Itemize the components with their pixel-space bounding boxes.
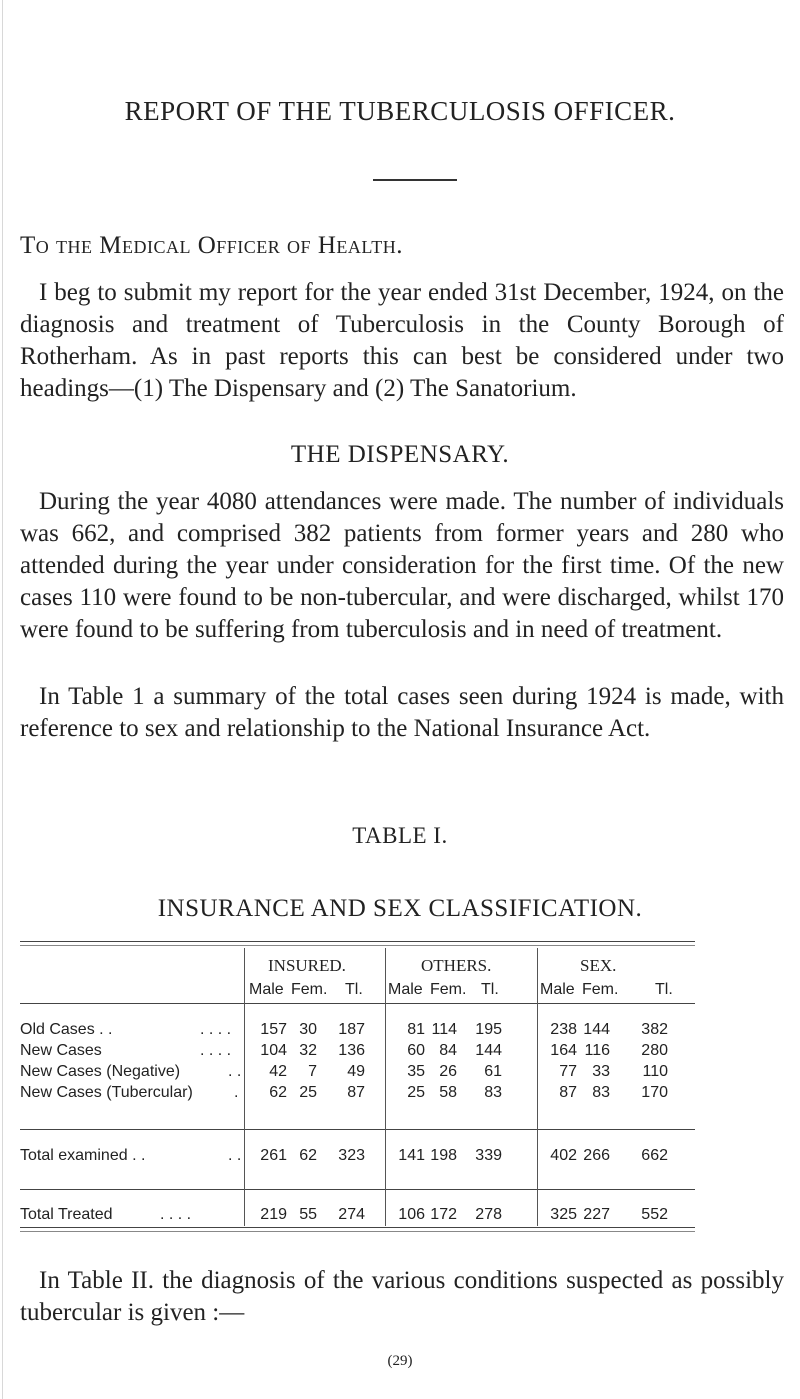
- table-cell: 662: [641, 1147, 668, 1164]
- subheader-sex-tl: Tl.: [655, 981, 673, 998]
- subheader-others-male: Male: [388, 981, 423, 998]
- table-cell: 106: [398, 1206, 425, 1223]
- table-cell: 25: [299, 1084, 317, 1101]
- intro-paragraph: I beg to submit my report for the year ended 31st December, 1924, on the diagnosis and treatment of Tuberculosis in the County Borough of Rotherham. As in past reports this can best be considered under two headings—(1) The Dispensary and (2) The Sanatorium.: [20, 279, 784, 402]
- table-cell: 32: [299, 1042, 317, 1059]
- table-cell: 238: [550, 1021, 577, 1038]
- closing-paragraph: In Table II. the diagnosis of the various conditions suspected as possibly tubercular is given :—: [20, 1267, 784, 1326]
- table-subtitle: INSURANCE AND SEX CLASSIFICATION.: [157, 895, 643, 922]
- table-cell: 170: [641, 1084, 668, 1101]
- table-cell: 187: [338, 1021, 365, 1038]
- table-cell: 157: [260, 1021, 287, 1038]
- salutation: To the Medical Officer of Health.: [20, 232, 403, 259]
- table-cell: 81: [407, 1021, 425, 1038]
- table-cell: 141: [398, 1147, 425, 1164]
- table-bottom-rule: [20, 1227, 695, 1228]
- table-top-rule: [20, 941, 695, 942]
- table-cell: 198: [430, 1147, 457, 1164]
- table-bottom-rule-2: [20, 1231, 695, 1232]
- row-label-new-negative: New Cases (Negative) . .: [20, 1063, 242, 1080]
- table-top-rule-2: [20, 945, 695, 946]
- header-insured: INSURED.: [268, 956, 346, 975]
- table-cell: 87: [347, 1084, 365, 1101]
- table-cell: 83: [592, 1084, 610, 1101]
- table-cell: 84: [439, 1042, 457, 1059]
- row-label-total-treated: Total Treated . . . .: [20, 1206, 192, 1223]
- dispensary-paragraph: During the year 4080 attendances were made. The number of individuals was 662, and comprised 382 patients from former years and 280 who attended during the year under consideration for the first time. Of the new cases 110 were found to be non-tubercular, and were discharged, whilst 170 were found to be suffering from tuberculosis and in need of treatment.: [20, 488, 784, 643]
- table-cell: 219: [260, 1206, 287, 1223]
- table-cell: 7: [308, 1063, 317, 1080]
- table-cell: 26: [439, 1063, 457, 1080]
- table-cell: 33: [592, 1063, 610, 1080]
- table-cell: 164: [550, 1042, 577, 1059]
- subheader-others-tl: Tl.: [481, 981, 499, 998]
- header-rule: [20, 1003, 695, 1004]
- table-cell: 325: [550, 1206, 577, 1223]
- table-cell: 227: [583, 1206, 610, 1223]
- table-cell: 42: [269, 1063, 287, 1080]
- table-cell: 552: [641, 1206, 668, 1223]
- table-cell: 110: [642, 1063, 668, 1080]
- subheader-insured-male: Male: [249, 981, 284, 998]
- page-number: (29): [387, 1353, 413, 1369]
- col-divider-1: [244, 948, 245, 1226]
- table-cell: 144: [583, 1021, 610, 1038]
- row-label-old-cases: Old Cases . . . . . .: [20, 1021, 232, 1038]
- table-intro-paragraph: In Table 1 a summary of the total cases seen during 1924 is made, with reference to sex and relationship to the National Insurance Act.: [20, 683, 784, 742]
- table-cell: 61: [484, 1063, 502, 1080]
- table-cell: 278: [475, 1206, 502, 1223]
- subheader-insured-tl: Tl.: [345, 981, 363, 998]
- table-cell: 274: [338, 1206, 365, 1223]
- table-cell: 104: [260, 1042, 287, 1059]
- table-cell: 172: [430, 1206, 457, 1223]
- table-cell: 25: [407, 1084, 425, 1101]
- subheader-insured-fem: Fem.: [291, 981, 328, 998]
- table-cell: 77: [559, 1063, 577, 1080]
- table-cell: 144: [475, 1042, 502, 1059]
- row-label-new-cases: New Cases . . . .: [20, 1042, 232, 1059]
- table-cell: 87: [559, 1084, 577, 1101]
- table-cell: 136: [338, 1042, 365, 1059]
- table-cell: 114: [431, 1021, 457, 1038]
- table-cell: 195: [475, 1021, 502, 1038]
- subheader-sex-fem: Fem.: [582, 981, 619, 998]
- table-cell: 116: [584, 1042, 610, 1059]
- table-cell: 339: [475, 1147, 502, 1164]
- table-cell: 382: [641, 1021, 668, 1038]
- table-cell: 261: [260, 1147, 287, 1164]
- table-cell: 49: [347, 1063, 365, 1080]
- subheader-sex-male: Male: [540, 981, 575, 998]
- row-label-new-tubercular: New Cases (Tubercular) .: [20, 1084, 239, 1101]
- total-rule: [20, 1189, 695, 1190]
- table-cell: 83: [484, 1084, 502, 1101]
- table-cell: 323: [338, 1147, 365, 1164]
- table-cell: 55: [299, 1206, 317, 1223]
- table-cell: 62: [299, 1147, 317, 1164]
- subheader-others-fem: Fem.: [430, 981, 467, 998]
- table-cell: 402: [550, 1147, 577, 1164]
- dispensary-heading: THE DISPENSARY.: [290, 441, 510, 468]
- header-others: OTHERS.: [421, 956, 492, 975]
- row-label-total-examined: Total examined . . . .: [20, 1147, 242, 1164]
- table-cell: 58: [439, 1084, 457, 1101]
- header-sex: SEX.: [580, 956, 617, 975]
- table-cell: 30: [299, 1021, 317, 1038]
- report-title: REPORT OF THE TUBERCULOSIS OFFICER.: [124, 96, 676, 126]
- table-cell: 266: [583, 1147, 610, 1164]
- subtotal-rule: [20, 1129, 695, 1130]
- table-cell: 280: [641, 1042, 668, 1059]
- table-title: TABLE I.: [352, 823, 448, 848]
- table-cell: 62: [269, 1084, 287, 1101]
- table-cell: 35: [407, 1063, 425, 1080]
- table-cell: 60: [407, 1042, 425, 1059]
